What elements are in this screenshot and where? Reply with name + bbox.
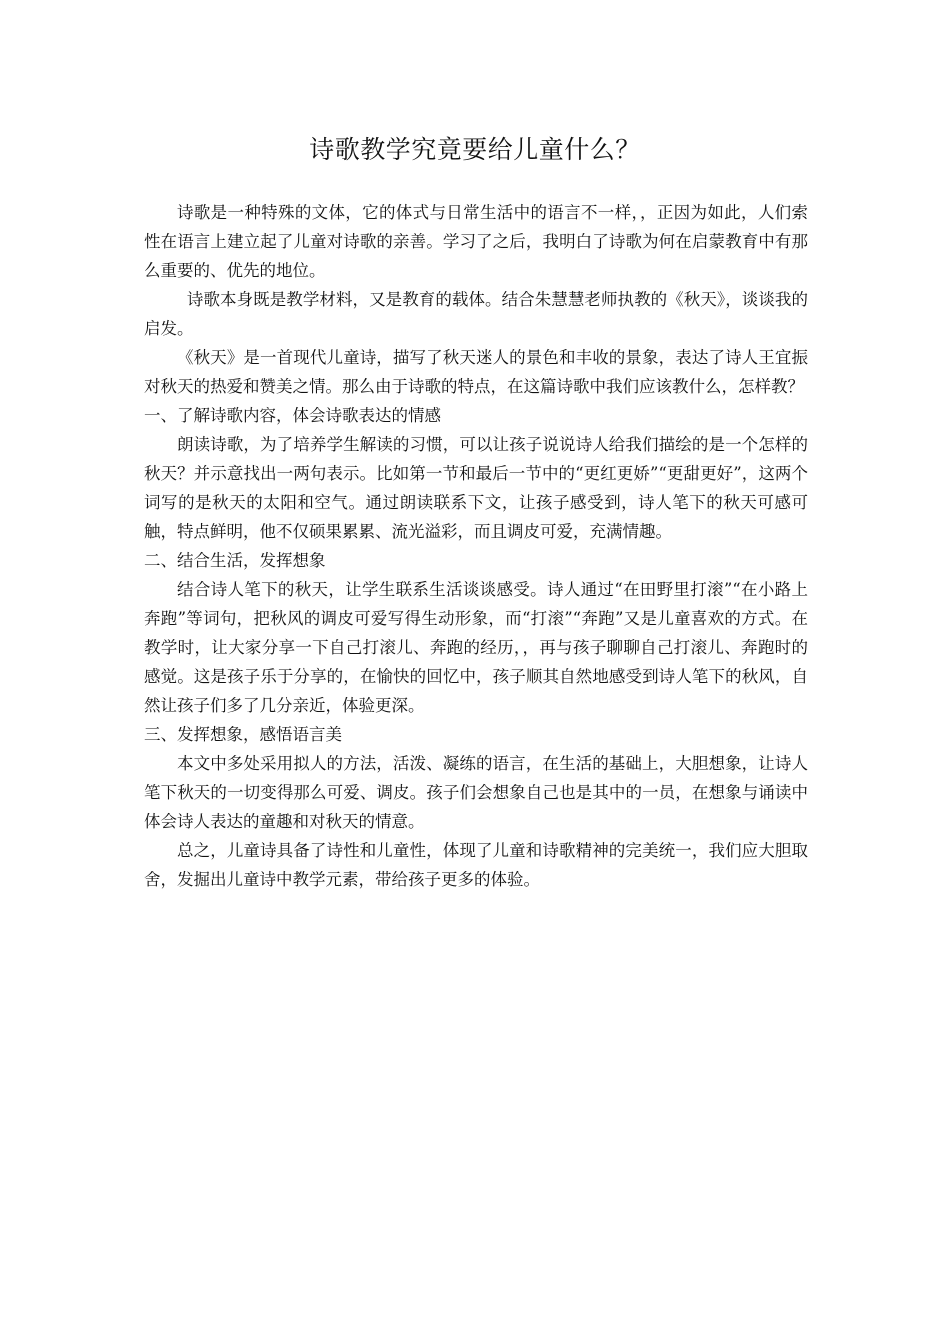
- document-body: [144, 198, 808, 894]
- section-heading-1: 一、了解诗歌内容，体会诗歌表达的情感: [144, 406, 441, 425]
- conclusion-paragraph: 总之，儿童诗具备了诗性和儿童性，体现了儿童和诗歌精神的完美统一，我们应大胆取舍，发掘出儿童诗中教学元素，带给孩子更多的体验。: [144, 841, 808, 889]
- intro-paragraph: 诗歌是一种特殊的文体，它的体式与日常生活中的语言不一样，，正因为如此，人们索性在语言上建立起了儿童对诗歌的亲善。学习了之后，我明白了诗歌为何在启蒙教育中有那么重要的、优先的地位。: [144, 203, 808, 280]
- section-heading-3: 三、发挥想象，感悟语言美: [144, 725, 342, 744]
- section-body-2: 结合诗人笔下的秋天，让学生联系生活谈谈感受。诗人通过“在田野里打滚”“在小路上奔跑”等词句，把秋风的调皮可爱写得生动形象，而“打滚”“奔跑”又是儿童喜欢的方式。在教学时，让大家分享一下自己打滚儿、奔跑的经历，，再与孩子聊聊自己打滚儿、奔跑时的感觉。这是孩子乐于分享的，在愉快的回忆中，孩子顺其自然地感受到诗人笔下的秋风，自然让孩子们多了几分亲近，体验更深。: [144, 580, 808, 715]
- section-body-1: 朗读诗歌，为了培养学生解读的习惯，可以让孩子说说诗人给我们描绘的是一个怎样的秋天？并示意找出一两句表示。比如第一节和最后一节中的“更红更娇”“更甜更好”，这两个词写的是秋天的太阳和空气。通过朗读联系下文，让孩子感受到，诗人笔下的秋天可感可触，特点鲜明，他不仅硕果累累、流光溢彩，而且调皮可爱，充满情趣。: [144, 435, 808, 541]
- context-paragraph: 诗歌本身既是教学材料，又是教育的载体。结合朱慧慧老师执教的《秋天》，谈谈我的启发。: [144, 290, 808, 338]
- section-body-3: 本文中多处采用拟人的方法，活泼、凝练的语言，在生活的基础上，大胆想象，让诗人笔下秋天的一切变得那么可爱、调皮。孩子们会想象自己也是其中的一员，在想象与诵读中体会诗人表达的童趣和对秋天的情意。: [144, 754, 808, 831]
- document-title: 诗歌教学究竟要给儿童什么？: [309, 135, 641, 164]
- poem-summary-paragraph: 《秋天》是一首现代儿童诗，描写了秋天迷人的景色和丰收的景象，表达了诗人王宜振对秋天的热爱和赞美之情。那么由于诗歌的特点，在这篇诗歌中我们应该教什么，怎样教？: [144, 348, 808, 396]
- section-heading-2: 二、结合生活，发挥想象: [144, 551, 326, 570]
